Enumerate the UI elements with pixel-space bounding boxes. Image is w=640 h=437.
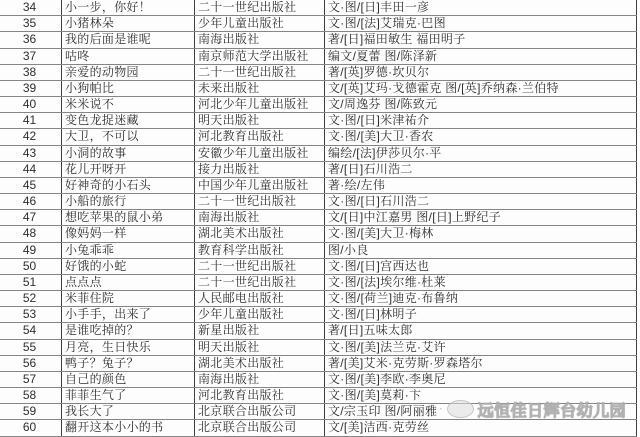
cell-publisher: 二十一世纪出版社: [195, 275, 325, 290]
cell-author: 文·图/[美]大卫·香农: [325, 129, 637, 144]
cell-author: 文·图/[美]大卫·梅林: [325, 226, 637, 241]
cell-title: 我的后面是谁呢: [62, 32, 195, 47]
cell-title: 小洞的故事: [62, 146, 195, 161]
cell-author: 编绘/[法]伊莎贝尔·平: [325, 146, 637, 161]
table-row: [0, 162, 637, 178]
cell-author: 文/[英]艾玛·戈德霍克 图/[英]乔纳森·兰伯特: [325, 81, 637, 96]
cell-publisher: 二十一世纪出版社: [195, 194, 325, 209]
cell-number: 51: [0, 275, 62, 290]
cell-number: 39: [0, 81, 62, 96]
cell-title: 米米说不: [62, 97, 195, 112]
cell-title: 点点点: [62, 275, 195, 290]
watermark-text: 远恒佳日辉台幼儿园: [477, 402, 627, 420]
cell-publisher: 北京联合出版公司: [195, 404, 325, 419]
cell-publisher: 少年儿童出版社: [195, 307, 325, 322]
table-row: [0, 340, 637, 356]
cell-title: 小船的旅行: [62, 194, 195, 209]
cell-number: 57: [0, 372, 62, 387]
cell-author: 图/小良: [325, 243, 637, 258]
table-row: [0, 49, 637, 65]
cell-publisher: 湖北美术出版社: [195, 356, 325, 371]
cell-number: 35: [0, 16, 62, 31]
table-row: [0, 420, 637, 436]
cell-author: 著/[日]福田敏生 福田明子: [325, 32, 637, 47]
table-row: [0, 291, 637, 307]
cell-author: 著/[美]艾米·克劳斯·罗森塔尔: [325, 356, 637, 371]
cell-number: 43: [0, 146, 62, 161]
table-row: [0, 388, 637, 404]
cell-publisher: 二十一世纪出版社: [195, 0, 325, 15]
cell-title: 小手手，出来了: [62, 307, 195, 322]
cell-title: 好神奇的小石头: [62, 178, 195, 193]
cell-publisher: 明天出版社: [195, 113, 325, 128]
cell-author: 文/[美]洁西·克劳丝: [325, 420, 637, 435]
cell-number: 36: [0, 32, 62, 47]
cell-author: 文·图/[日]林明子: [325, 307, 637, 322]
cell-publisher: 安徽少年儿童出版社: [195, 146, 325, 161]
cell-number: 45: [0, 178, 62, 193]
table-row: [0, 275, 637, 291]
cell-publisher: 明天出版社: [195, 340, 325, 355]
cell-title: 小一步，你好！: [62, 0, 195, 15]
cell-title: 小猪林朵: [62, 16, 195, 31]
cell-number: 53: [0, 307, 62, 322]
table-row: [0, 113, 637, 129]
cell-title: 变色龙捉迷藏: [62, 113, 195, 128]
cell-title: 亲爱的动物园: [62, 65, 195, 80]
cell-author: 文·图/[日]米津祐介: [325, 113, 637, 128]
cell-number: 46: [0, 194, 62, 209]
cell-author: 文·图/[法]埃尔维·杜莱: [325, 275, 637, 290]
table-row: [0, 178, 637, 194]
cell-number: 42: [0, 129, 62, 144]
cell-title: 像妈妈一样: [62, 226, 195, 241]
table-row: [0, 16, 637, 32]
table-row: [0, 372, 637, 388]
cell-author: 文/周逸芬 图/陈致元: [325, 97, 637, 112]
table-row: [0, 146, 637, 162]
cell-number: 44: [0, 162, 62, 177]
cell-title: 想吃苹果的鼠小弟: [62, 210, 195, 225]
table-row: [0, 226, 637, 242]
cell-publisher: 北京联合出版公司: [195, 420, 325, 435]
cell-publisher: 河北少年儿童出版社: [195, 97, 325, 112]
cell-number: 58: [0, 388, 62, 403]
cell-publisher: 湖北美术出版社: [195, 226, 325, 241]
table-row: [0, 129, 637, 145]
cell-title: 月亮，生日快乐: [62, 340, 195, 355]
cell-number: 38: [0, 65, 62, 80]
cell-publisher: 二十一世纪出版社: [195, 259, 325, 274]
cell-number: 52: [0, 291, 62, 306]
cell-publisher: 新星出版社: [195, 323, 325, 338]
cell-title: 是谁吃掉的？: [62, 323, 195, 338]
cell-author: 文·图/[日]丰田一彦: [325, 0, 637, 15]
table-row: [0, 210, 637, 226]
table-row: [0, 404, 637, 420]
cell-author: 文·图/[美]莫莉·卞: [325, 388, 637, 403]
cell-number: 49: [0, 243, 62, 258]
cell-title: 大卫，不可以: [62, 129, 195, 144]
cell-number: 56: [0, 356, 62, 371]
cell-publisher: 人民邮电出版社: [195, 291, 325, 306]
cell-publisher: 教育科学出版社: [195, 243, 325, 258]
cell-author: 编文/夏蕾 图/陈泽新: [325, 49, 637, 64]
cell-title: 自己的颜色: [62, 372, 195, 387]
table-row: [0, 323, 637, 339]
cell-number: 37: [0, 49, 62, 64]
cell-number: 34: [0, 0, 62, 15]
cell-number: 55: [0, 340, 62, 355]
table-row: [0, 194, 637, 210]
table-row: [0, 243, 637, 259]
cell-number: 50: [0, 259, 62, 274]
table-row: [0, 97, 637, 113]
watermark-dots: ··: [434, 403, 445, 415]
cell-author: 文·图/[日]宫西达也: [325, 259, 637, 274]
cell-publisher: 南海出版社: [195, 372, 325, 387]
cell-author: 著/[日]五味太郎: [325, 323, 637, 338]
cell-publisher: 河北教育出版社: [195, 129, 325, 144]
cell-author: 文·图/[美]法兰克·艾许: [325, 340, 637, 355]
cell-author: 文·图/[荷兰]迪克·布鲁纳: [325, 291, 637, 306]
cell-publisher: 二十一世纪出版社: [195, 65, 325, 80]
cell-number: 48: [0, 226, 62, 241]
cell-publisher: 河北教育出版社: [195, 388, 325, 403]
cell-title: 小兔乖乖: [62, 243, 195, 258]
table-row: [0, 0, 637, 16]
cell-publisher: 接力出版社: [195, 162, 325, 177]
cell-publisher: 少年儿童出版社: [195, 16, 325, 31]
cell-author: 文·图/[法]艾瑞克·巴图: [325, 16, 637, 31]
cell-publisher: 南京师范大学出版社: [195, 49, 325, 64]
table-row: [0, 259, 637, 275]
cell-title: 菲菲生气了: [62, 388, 195, 403]
cell-number: 41: [0, 113, 62, 128]
table-row: [0, 307, 637, 323]
cell-publisher: 未来出版社: [195, 81, 325, 96]
cell-number: 40: [0, 97, 62, 112]
cell-author: 著/[英]罗德·坎贝尔: [325, 65, 637, 80]
cell-title: 米菲住院: [62, 291, 195, 306]
cell-publisher: 中国少年儿童出版社: [195, 178, 325, 193]
cell-number: 59: [0, 404, 62, 419]
cell-author: 文/[日]中江嘉男 图/[日]上野纪子: [325, 210, 637, 225]
cell-author: 著·绘/左伟: [325, 178, 637, 193]
cell-title: 花儿开呀开: [62, 162, 195, 177]
table-row: [0, 356, 637, 372]
cell-title: 翻开这本小小的书: [62, 420, 195, 435]
cell-number: 47: [0, 210, 62, 225]
cell-title: 小狗帕比: [62, 81, 195, 96]
cell-number: 54: [0, 323, 62, 338]
cell-number: 60: [0, 420, 62, 435]
cell-title: 我长大了: [62, 404, 195, 419]
cell-publisher: 南海出版社: [195, 32, 325, 47]
cell-publisher: 南海出版社: [195, 210, 325, 225]
table-row: [0, 32, 637, 48]
cell-author: 文·图/[日]石川浩二: [325, 194, 637, 209]
cell-title: 好饿的小蛇: [62, 259, 195, 274]
cell-title: 鸭子？兔子？: [62, 356, 195, 371]
table-row: [0, 65, 637, 81]
cell-title: 咕咚: [62, 49, 195, 64]
cell-author: 文·图/[美]李欧·李奥尼: [325, 372, 637, 387]
cell-author: 文/宗玉印 图/阿丽雅: [325, 404, 637, 419]
table-row: [0, 81, 637, 97]
cell-author: 著/[日]石川浩二: [325, 162, 637, 177]
